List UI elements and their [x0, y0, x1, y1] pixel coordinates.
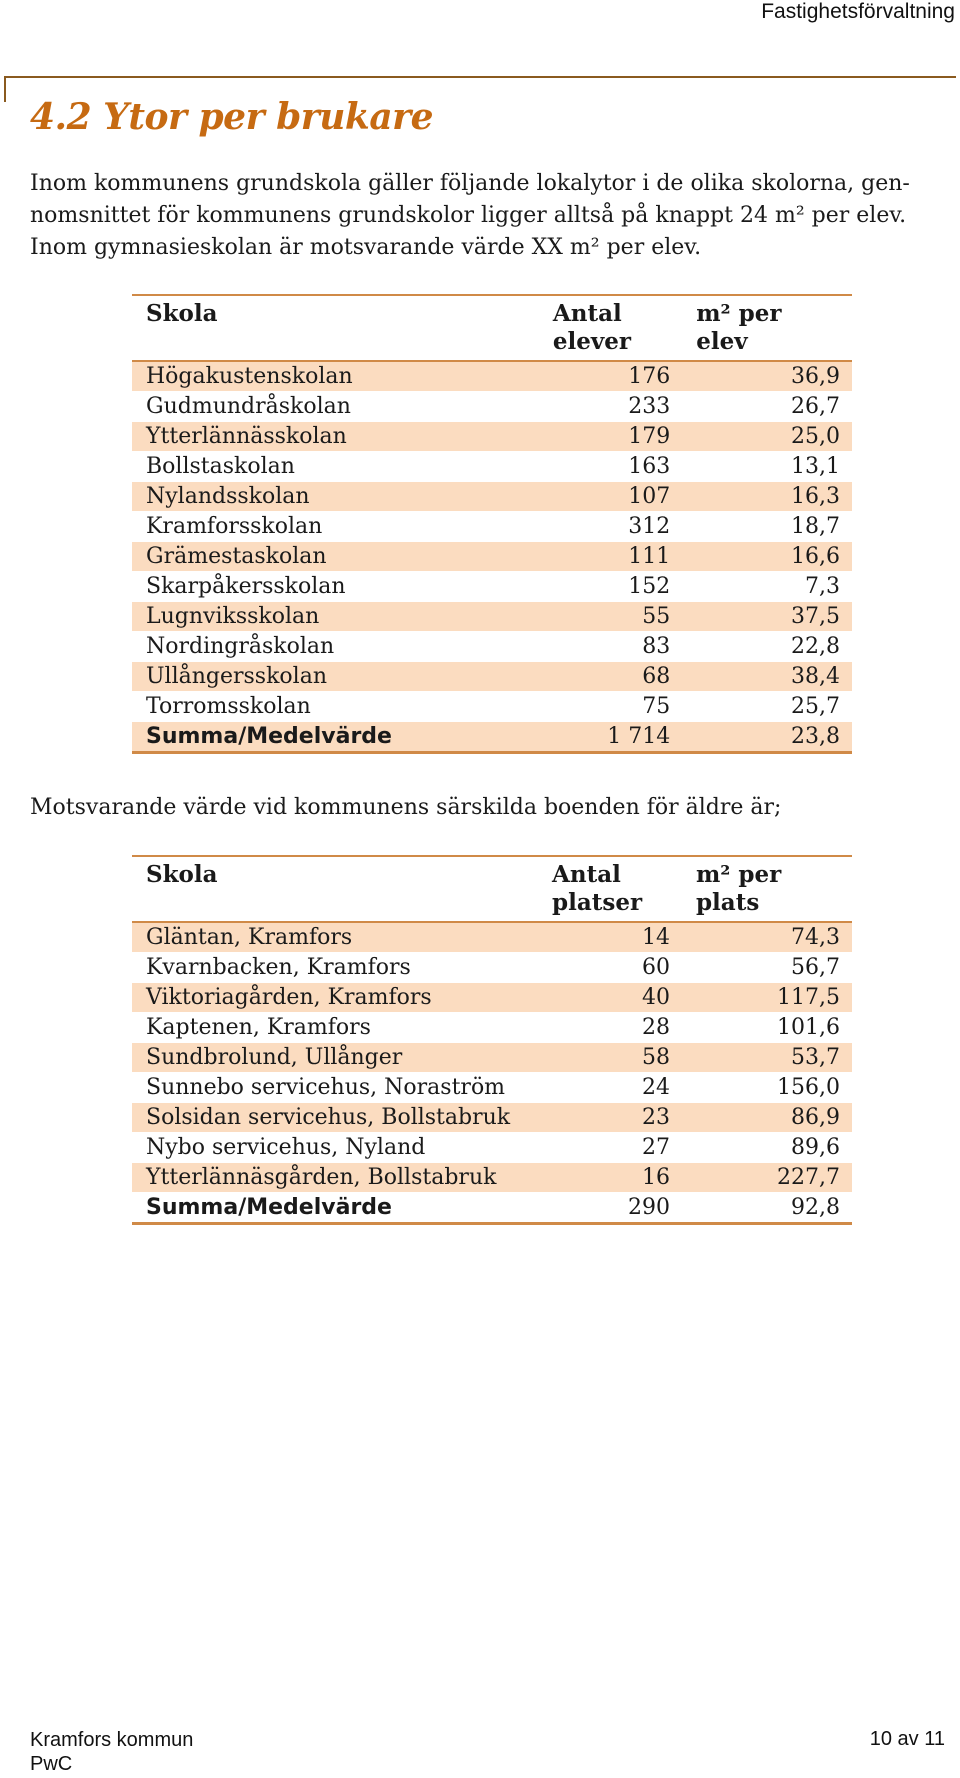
row-name-cell: Nordingråskolan — [132, 632, 539, 662]
row-name-cell: Skarpåkersskolan — [132, 572, 539, 602]
row-area-cell: 25,7 — [682, 692, 852, 722]
row-count-cell: 75 — [539, 692, 682, 722]
table-row — [132, 953, 852, 983]
table-row — [132, 422, 852, 452]
row-name-cell: Kvarnbacken, Kramfors — [132, 953, 538, 983]
header-rule — [4, 76, 956, 78]
row-count-cell: 23 — [538, 1103, 682, 1133]
row-area-cell: 16,3 — [682, 482, 852, 512]
row-count-cell: 83 — [539, 632, 682, 662]
table-total-row — [132, 1193, 852, 1224]
table-row — [132, 1133, 852, 1163]
row-count-cell: 60 — [538, 953, 682, 983]
row-area-cell: 13,1 — [682, 452, 852, 482]
table-row — [132, 602, 852, 632]
row-area-cell: 101,6 — [682, 1013, 852, 1043]
row-name-cell: Kaptenen, Kramfors — [132, 1013, 538, 1043]
column-header-area: m² per elev — [682, 295, 852, 361]
total-area-cell: 92,8 — [682, 1193, 852, 1224]
row-area-cell: 7,3 — [682, 572, 852, 602]
table-row — [132, 572, 852, 602]
row-name-cell: Ullångersskolan — [132, 662, 539, 692]
row-count-cell: 312 — [539, 512, 682, 542]
table-row — [132, 452, 852, 482]
intro-line: Inom kommunens grundskola gäller följande lokalytor i de olika skolorna, gen- — [30, 171, 910, 196]
table-total-row — [132, 722, 852, 753]
table-row — [132, 1163, 852, 1193]
elderly-care-intro: Motsvarande värde vid kommunens särskilda boenden för äldre är; — [30, 795, 782, 820]
column-header-facility: Skola — [132, 856, 538, 922]
row-name-cell: Lugnviksskolan — [132, 602, 539, 632]
row-area-cell: 86,9 — [682, 1103, 852, 1133]
row-area-cell: 18,7 — [682, 512, 852, 542]
row-count-cell: 40 — [538, 983, 682, 1013]
row-area-cell: 36,9 — [682, 361, 852, 392]
section-title: 4.2 Ytor per brukare — [30, 96, 434, 138]
column-header-count: Antal elever — [539, 295, 682, 361]
row-count-cell: 14 — [538, 922, 682, 953]
page-header-title: Fastighetsförvaltning — [761, 0, 955, 23]
table-row — [132, 361, 852, 392]
row-count-cell: 27 — [538, 1133, 682, 1163]
table-row — [132, 512, 852, 542]
table-row — [132, 662, 852, 692]
row-count-cell: 111 — [539, 542, 682, 572]
column-header-area: m² per plats — [682, 856, 852, 922]
table-row — [132, 542, 852, 572]
table-row — [132, 983, 852, 1013]
table-row — [132, 632, 852, 662]
row-count-cell: 55 — [539, 602, 682, 632]
schools-table — [132, 294, 852, 754]
row-name-cell: Ytterlännäsgården, Bollstabruk — [132, 1163, 538, 1193]
row-count-cell: 179 — [539, 422, 682, 452]
row-name-cell: Grämestaskolan — [132, 542, 539, 572]
footer-company: PwC — [30, 1753, 73, 1775]
row-area-cell: 38,4 — [682, 662, 852, 692]
row-count-cell: 24 — [538, 1073, 682, 1103]
table-row — [132, 392, 852, 422]
row-count-cell: 16 — [538, 1163, 682, 1193]
row-count-cell: 68 — [539, 662, 682, 692]
row-area-cell: 89,6 — [682, 1133, 852, 1163]
row-name-cell: Gudmundråskolan — [132, 392, 539, 422]
table-row — [132, 1073, 852, 1103]
footer-org: Kramfors kommun — [30, 1729, 194, 1751]
footer-left — [30, 1728, 193, 1776]
column-header-count: Antal platser — [538, 856, 682, 922]
row-area-cell: 25,0 — [682, 422, 852, 452]
intro-line: Inom gymnasieskolan är motsvarande värde XX m² per elev. — [30, 235, 702, 260]
page-number: 10 av 11 — [869, 1728, 945, 1750]
row-name-cell: Sundbrolund, Ullånger — [132, 1043, 538, 1073]
table-header-row — [132, 295, 852, 361]
row-count-cell: 233 — [539, 392, 682, 422]
row-name-cell: Torromsskolan — [132, 692, 539, 722]
row-area-cell: 56,7 — [682, 953, 852, 983]
row-count-cell: 176 — [539, 361, 682, 392]
row-area-cell: 16,6 — [682, 542, 852, 572]
total-area-cell: 23,8 — [682, 722, 852, 753]
row-name-cell: Nybo servicehus, Nyland — [132, 1133, 538, 1163]
row-area-cell: 156,0 — [682, 1073, 852, 1103]
table-row — [132, 922, 852, 953]
row-name-cell: Viktoriagården, Kramfors — [132, 983, 538, 1013]
row-name-cell: Kramforsskolan — [132, 512, 539, 542]
row-name-cell: Nylandsskolan — [132, 482, 539, 512]
row-area-cell: 117,5 — [682, 983, 852, 1013]
row-area-cell: 227,7 — [682, 1163, 852, 1193]
row-area-cell: 74,3 — [682, 922, 852, 953]
row-name-cell: Solsidan servicehus, Bollstabruk — [132, 1103, 538, 1133]
row-count-cell: 163 — [539, 452, 682, 482]
elderly-care-table — [132, 855, 852, 1225]
total-label-cell: Summa/Medelvärde — [132, 1193, 538, 1224]
table-row — [132, 1043, 852, 1073]
row-area-cell: 22,8 — [682, 632, 852, 662]
row-name-cell: Sunnebo servicehus, Noraström — [132, 1073, 538, 1103]
row-name-cell: Gläntan, Kramfors — [132, 922, 538, 953]
row-count-cell: 107 — [539, 482, 682, 512]
row-name-cell: Högakustenskolan — [132, 361, 539, 392]
table-row — [132, 1013, 852, 1043]
row-count-cell: 28 — [538, 1013, 682, 1043]
table-row — [132, 482, 852, 512]
row-area-cell: 37,5 — [682, 602, 852, 632]
row-count-cell: 152 — [539, 572, 682, 602]
table-row — [132, 692, 852, 722]
header-rule-tick — [4, 76, 6, 102]
intro-line: nomsnittet för kommunens grundskolor ligger alltså på knappt 24 m² per elev. — [30, 203, 907, 228]
row-name-cell: Ytterlännässkolan — [132, 422, 539, 452]
total-count-cell: 290 — [538, 1193, 682, 1224]
row-count-cell: 58 — [538, 1043, 682, 1073]
row-area-cell: 53,7 — [682, 1043, 852, 1073]
table-header-row — [132, 856, 852, 922]
column-header-school: Skola — [132, 295, 539, 361]
row-name-cell: Bollstaskolan — [132, 452, 539, 482]
row-area-cell: 26,7 — [682, 392, 852, 422]
total-count-cell: 1 714 — [539, 722, 682, 753]
total-label-cell: Summa/Medelvärde — [132, 722, 539, 753]
table-row — [132, 1103, 852, 1133]
intro-paragraph — [30, 168, 930, 264]
